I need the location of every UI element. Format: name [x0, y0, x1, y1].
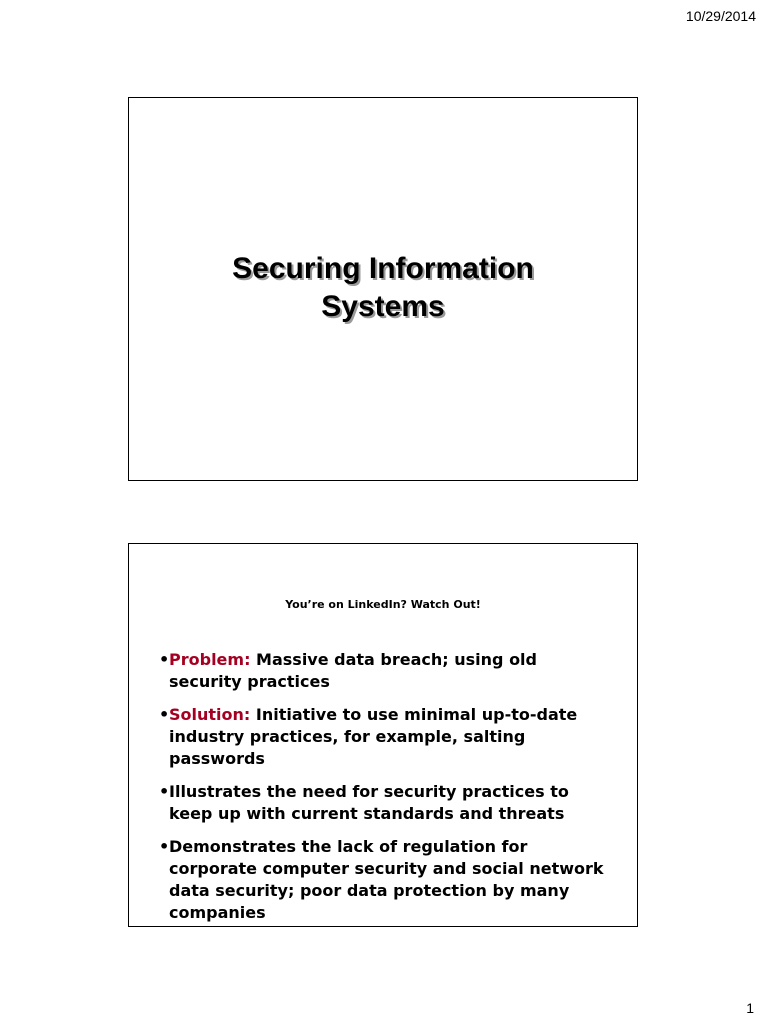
bullet-icon: • [159, 650, 170, 669]
bullet-label: Solution: [169, 705, 256, 724]
slide-title [129, 250, 637, 326]
bullet-item-solution [159, 704, 613, 770]
bullet-item-illustrates [159, 781, 613, 825]
content-slide [128, 543, 638, 927]
slide-title-line-2: Systems [321, 290, 445, 323]
bullet-icon: • [159, 705, 170, 724]
page-date: 10/29/2014 [685, 8, 756, 24]
slide-title-line-1: Securing Information [232, 252, 534, 285]
bullet-icon: • [159, 837, 170, 856]
title-slide [128, 97, 638, 481]
bullet-text: Illustrates the need for security practices to keep up with current standards and threats [169, 782, 569, 823]
bullet-item-problem [159, 649, 613, 693]
bullet-text: Demonstrates the lack of regulation for corporate computer security and social network data security; poor data protection by many companies [169, 837, 604, 922]
bullet-text: Initiative to use minimal up-to-date industry practices, for example, salting passwords [169, 705, 578, 768]
page-number: 1 [746, 1000, 754, 1016]
bullet-list [159, 649, 613, 935]
slide-heading: You’re on LinkedIn? Watch Out! [285, 598, 481, 611]
bullet-label: Problem: [169, 650, 257, 669]
bullet-text: Massive data breach; using old security practices [169, 650, 537, 691]
bullet-item-demonstrates [159, 836, 613, 924]
bullet-icon: • [159, 782, 170, 801]
